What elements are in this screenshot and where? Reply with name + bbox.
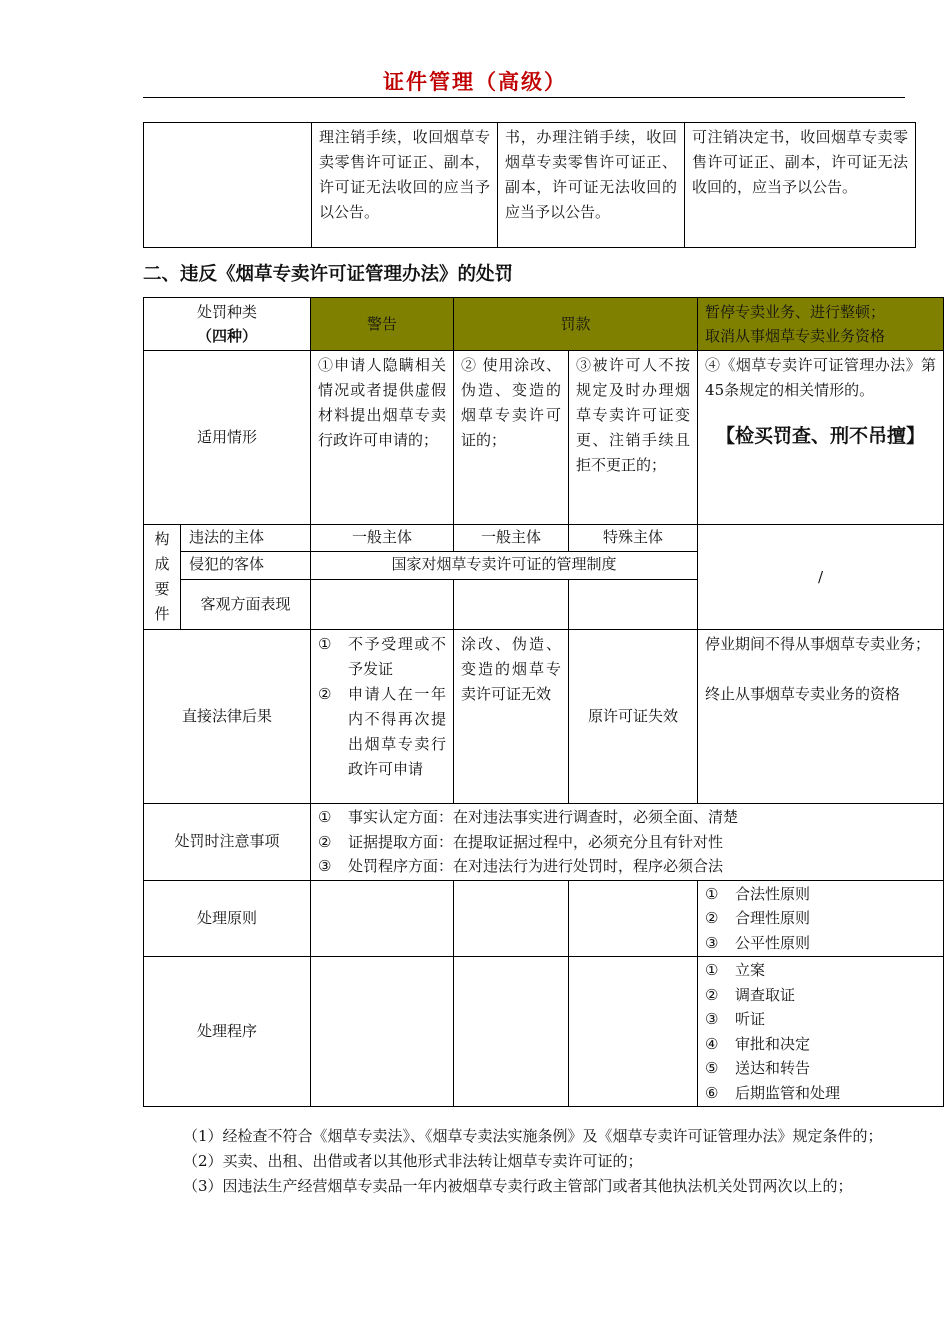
list-item [705,958,936,983]
list-number: ④ [705,1034,719,1053]
list-item [318,830,936,855]
table-cell: 可注销决定书，收回烟草专卖零售许可证正、副本，许可证无法收回的，应当予以公告。 [685,123,916,248]
list-item [705,882,936,907]
suspend-header-line-1: 暂停专卖业务、进行整顿； [705,303,886,321]
list-number: ① [705,961,719,979]
subject-fine-a: 一般主体 [454,525,569,552]
list-text: 调查取证 [735,985,796,1004]
list-text: 申请人在一年内不得再次提出烟草专卖行政许可申请 [348,685,447,778]
list-text: 合理性原则 [735,909,811,927]
footnotes [143,1124,908,1199]
continued-table [143,122,916,248]
list-number: ① [705,884,719,903]
principles-fine-b [569,880,698,957]
list-number: ② [318,685,332,703]
list-number: ③ [705,933,719,952]
table-row [144,525,944,552]
procedure-warning [311,957,454,1107]
object-value: 国家对烟草专卖许可证的管理制度 [311,552,698,579]
list-item [705,1032,936,1057]
list-item [318,632,446,682]
list-text: 证据提取方面：在提取证据过程中，必须充分且有针对性 [348,832,724,851]
list-item [318,682,446,782]
list-number: ① [318,635,332,653]
list-number: ① [318,808,332,826]
subject-warning: 一般主体 [311,525,454,552]
table-cell [144,123,312,248]
objective-fine-a [454,579,569,629]
suspend-header [698,298,944,351]
page-header-title: 证件管理（高级） [383,70,567,94]
table-row [144,351,944,525]
list-item [705,906,936,931]
list-item [705,931,936,956]
consequence-suspend-b: 终止从事烟草专卖业务的资格 [705,685,901,703]
header-divider [143,97,905,98]
list-text: 立案 [735,961,766,979]
penalty-table [143,297,944,1107]
list-number: ② [705,985,719,1004]
list-item [318,854,936,879]
list-number: ③ [705,1010,719,1028]
object-label: 侵犯的客体 [181,552,311,579]
list-item [705,1007,936,1032]
consequence-label: 直接法律后果 [144,630,311,804]
consequence-suspend-a: 停业期间不得从事烟草专卖业务； [705,635,931,653]
mnemonic: 【检买罚查、刑不吊擅】 [716,425,926,447]
consequence-fine-a: 涂改、伪造、变造的烟草专卖许可证无效 [454,630,569,804]
list-text: 送达和转告 [735,1059,811,1077]
procedure-list [698,957,944,1107]
table-cell: 理注销手续，收回烟草专卖零售许可证正、副本，许可证无法收回的应当予以公告。 [312,123,498,248]
suspend-case: ④《烟草专卖许可证管理办法》第45条规定的相关情形的。 [705,356,937,399]
objective-fine-b [569,579,698,629]
list-text: 公平性原则 [735,933,811,952]
list-text: 审批和决定 [735,1034,811,1053]
consequence-warning [311,630,454,804]
list-number: ③ [318,857,332,875]
table-row [144,957,944,1107]
list-text: 合法性原则 [735,884,811,903]
footnote-1: （1）经检查不符合《烟草专卖法》、《烟草专卖法实施条例》及《烟草专卖许可证管理办法》规定条件的； [183,1127,883,1145]
list-item [318,805,936,830]
table-row [144,880,944,957]
applicable-label: 适用情形 [144,351,311,525]
suspend-header-line-2: 取消从事烟草专卖业务资格 [705,327,886,345]
fine-case-a: ② 使用涂改、伪造、变造的烟草专卖许可证的； [454,351,569,525]
elements-group-label: 构成要件 [144,525,181,630]
warning-case: ①申请人隐瞒相关情况或者提供虚假材料提出烟草专卖行政许可申请的； [311,351,454,525]
penalty-types-count: （四种） [197,327,258,345]
elements-suspend: / [698,525,944,630]
subject-fine-b: 特殊主体 [569,525,698,552]
objective-label: 客观方面表现 [181,579,311,629]
list-item [705,983,936,1008]
list-number: ② [318,832,332,851]
list-item [705,1081,936,1106]
list-number: ⑤ [705,1059,719,1077]
table-header-row [144,298,944,351]
list-text: 听证 [735,1010,766,1028]
notes-content [311,804,944,881]
table-row [144,804,944,881]
principles-fine-a [454,880,569,957]
warning-header: 警告 [311,298,454,351]
penalty-types-header [144,298,311,351]
footnote-2: （2）买卖、出租、出借或者以其他形式非法转让烟草专卖许可证的； [183,1152,643,1170]
fine-case-b: ③被许可人不按规定及时办理烟草专卖许可证变更、注销手续且拒不更正的； [569,351,698,525]
list-number: ⑥ [705,1083,719,1102]
procedure-label: 处理程序 [144,957,311,1107]
procedure-fine-b [569,957,698,1107]
section-title: 二、违反《烟草专卖许可证管理办法》的处罚 [143,264,514,285]
fine-header: 罚款 [454,298,698,351]
penalty-types-label: 处罚种类 [197,303,258,321]
objective-warning [311,579,454,629]
consequence-suspend [698,630,944,804]
principles-label: 处理原则 [144,880,311,957]
list-item [705,1056,936,1081]
list-text: 处罚程序方面：在对违法行为进行处罚时，程序必须合法 [348,857,724,875]
subject-label: 违法的主体 [181,525,311,552]
procedure-fine-a [454,957,569,1107]
table-row [144,123,916,248]
list-text: 不予受理或不予发证 [348,635,447,678]
list-text: 后期监管和处理 [735,1083,841,1102]
footnote-3: （3）因违法生产经营烟草专卖品一年内被烟草专卖行政主管部门或者其他执法机关处罚两次以上的； [183,1177,853,1195]
list-text: 事实认定方面：在对违法事实进行调查时，必须全面、清楚 [348,808,739,826]
table-cell: 书，办理注销手续，收回烟草专卖零售许可证正、副本，许可证无法收回的应当予以公告。 [498,123,685,248]
suspend-case-cell [698,351,944,525]
list-number: ② [705,909,719,927]
principles-warning [311,880,454,957]
principles-list [698,880,944,957]
consequence-fine-b: 原许可证失效 [569,630,698,804]
table-row [144,630,944,804]
notes-label: 处罚时注意事项 [144,804,311,881]
